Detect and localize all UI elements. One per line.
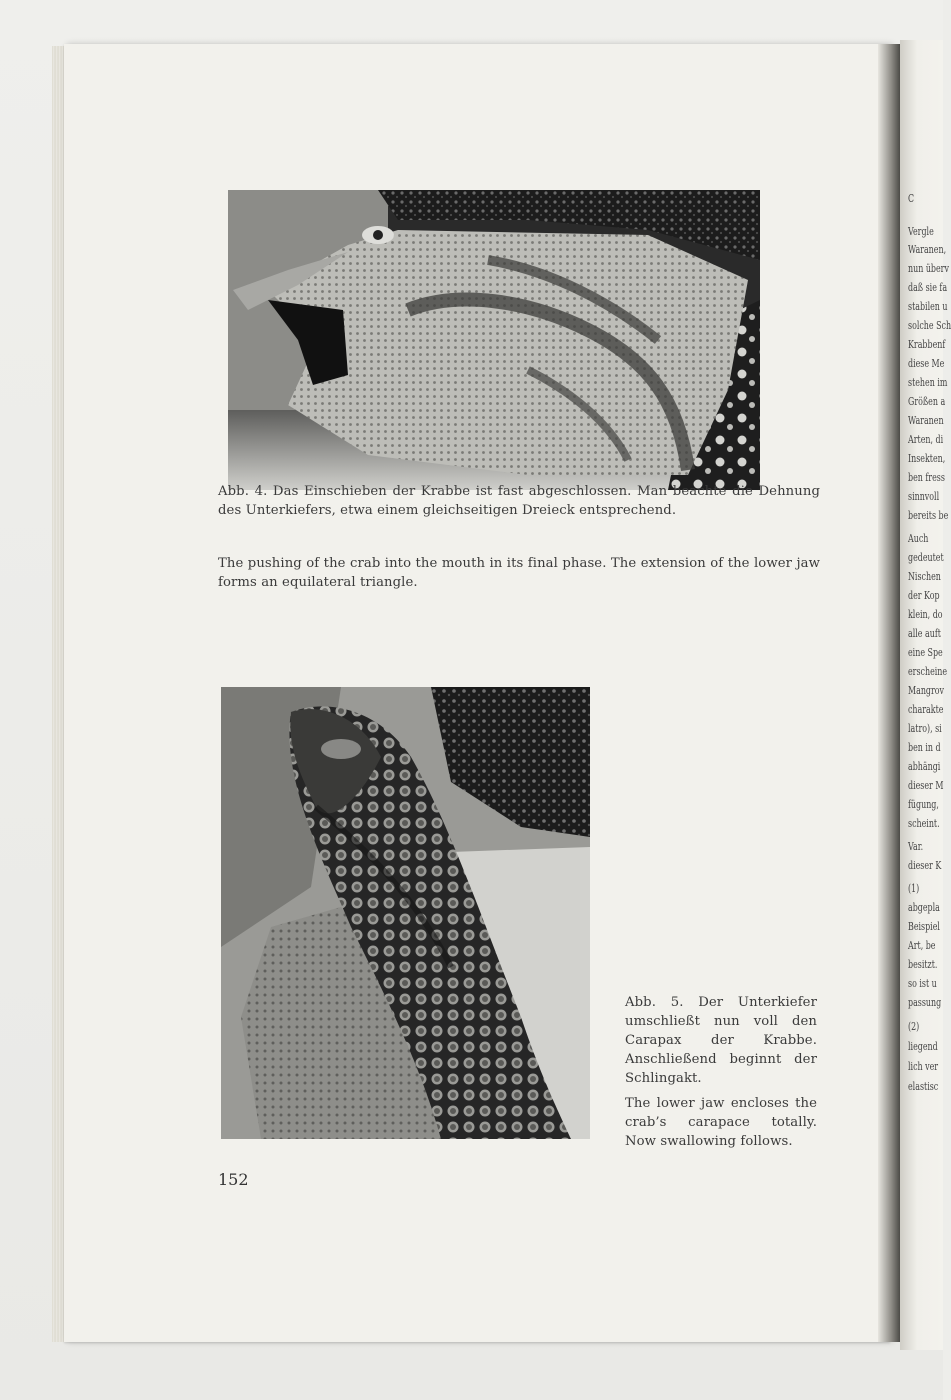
facing-line: nun überv bbox=[908, 262, 949, 275]
figure-5-caption-english: The lower jaw encloses the crab’s carapace totally. Now swallowing follows. bbox=[625, 1096, 817, 1149]
facing-line: abhängi bbox=[908, 760, 941, 773]
facing-line: (2) bbox=[908, 1020, 920, 1033]
facing-line: so ist u bbox=[908, 977, 937, 990]
facing-line: Var. bbox=[908, 840, 924, 853]
facing-line: passung bbox=[908, 996, 942, 1009]
facing-line: diese Me bbox=[908, 357, 945, 370]
facing-line: ben fress bbox=[908, 471, 945, 484]
facing-line: Nischen bbox=[908, 570, 941, 583]
figure-4-caption-english: The pushing of the crab into the mouth in its final phase. The extension of the lower jaw forms an equilateral triangle. bbox=[218, 556, 820, 590]
facing-line: Waranen bbox=[908, 414, 944, 427]
facing-line: (1) bbox=[908, 882, 920, 895]
facing-line: solche Sch bbox=[908, 319, 951, 332]
figure-4-caption-german: Abb. 4. Das Einschieben der Krabbe ist fast abgeschlossen. Man beachte die Dehnung des Unterkiefers, etwa einem gleichseitigen Dreieck entsprechend. bbox=[218, 484, 820, 518]
figure-5-photo bbox=[221, 687, 590, 1139]
facing-line: besitzt. bbox=[908, 958, 938, 971]
facing-line: Mangrov bbox=[908, 684, 945, 697]
facing-line: sinnvoll bbox=[908, 490, 940, 503]
facing-line: erscheine bbox=[908, 665, 948, 678]
facing-line: scheint. bbox=[908, 817, 940, 830]
figure-5-caption-german: Abb. 5. Der Unterkiefer umschließt nun voll den Carapax der Krabbe. Anschließend beginnt der Schlingakt. bbox=[625, 995, 817, 1086]
facing-line: daß sie fa bbox=[908, 281, 948, 294]
facing-line: Insekten, bbox=[908, 452, 946, 465]
facing-page bbox=[900, 40, 951, 1350]
facing-line: alle auft bbox=[908, 627, 941, 640]
facing-line: Art, be bbox=[908, 939, 936, 952]
facing-line: dieser M bbox=[908, 779, 944, 792]
facing-line: C bbox=[908, 192, 915, 205]
facing-line: klein, do bbox=[908, 608, 943, 621]
facing-line: fügung, bbox=[908, 798, 939, 811]
facing-line: Beispiel bbox=[908, 920, 940, 933]
facing-line: dieser K bbox=[908, 859, 942, 872]
facing-line: der Kop bbox=[908, 589, 940, 602]
facing-line: Waranen, bbox=[908, 243, 947, 256]
facing-line: stabilen u bbox=[908, 300, 948, 313]
facing-line: lich ver bbox=[908, 1060, 939, 1073]
facing-line: abgepla bbox=[908, 901, 940, 914]
facing-line: Vergle bbox=[908, 225, 934, 238]
facing-line: elastisc bbox=[908, 1080, 939, 1093]
facing-line: Krabbenf bbox=[908, 338, 946, 351]
facing-line: stehen im bbox=[908, 376, 948, 389]
figure-4-photo bbox=[228, 190, 760, 490]
page-number: 152 bbox=[218, 1170, 249, 1189]
book-gutter bbox=[878, 44, 900, 1342]
facing-line: liegend bbox=[908, 1040, 938, 1053]
facing-line: Arten, di bbox=[908, 433, 944, 446]
facing-line: gedeutet bbox=[908, 551, 944, 564]
facing-line: latro), si bbox=[908, 722, 942, 735]
facing-line: bereits be bbox=[908, 509, 949, 522]
facing-line: charakte bbox=[908, 703, 944, 716]
facing-line: eine Spe bbox=[908, 646, 943, 659]
facing-line: Auch bbox=[908, 532, 929, 545]
facing-line: ben in d bbox=[908, 741, 941, 754]
facing-line: Größen a bbox=[908, 395, 946, 408]
